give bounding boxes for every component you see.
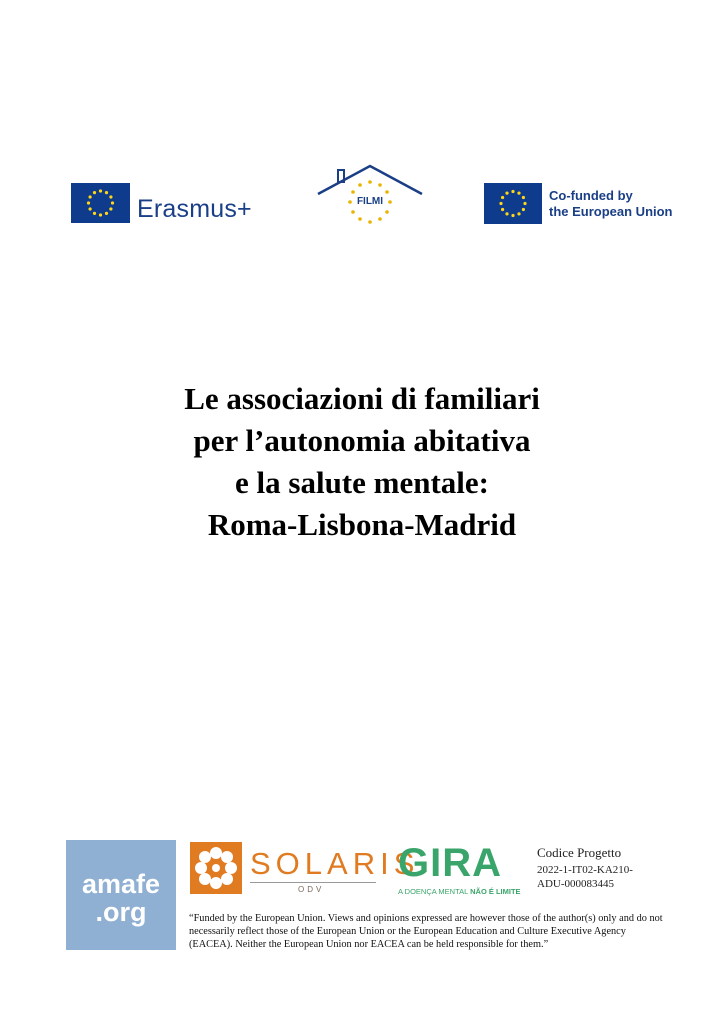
funding-disclaimer: “Funded by the European Union. Views and opinions expressed are however those of the author(s) only and do not necessarily reflect those of the European Union or the European Education and Culture Executive Agency (EACEA). Neither the European Union nor EACEA can be held responsible for them.” [189,913,663,950]
solaris-sub: ODV [298,885,325,894]
project-code-line1: 2022-1-IT02-KA210- [537,864,633,876]
gira-logo [394,842,524,898]
solaris-logo [190,842,420,898]
gira-tagline-a: A DOENÇA MENTAL [398,887,471,896]
cofunded-logo [484,183,684,227]
solaris-label: SOLARIS [250,846,420,881]
erasmus-logo [71,183,271,227]
filmi-logo [314,160,426,242]
title-line-3: e la salute mentale: [235,465,489,500]
cofunded-label [549,188,673,220]
document-title [60,378,664,546]
eu-flag-icon [71,183,130,223]
gira-tagline [398,887,521,896]
gira-label: GIRA [398,841,502,885]
cofunded-line1: Co-funded by [549,188,633,203]
project-code-line2: ADU-000083445 [537,878,614,890]
eu-flag-icon [484,183,542,224]
filmi-label: FILMI [356,196,384,207]
title-line-2: per l’autonomia abitativa [193,423,531,458]
flower-icon [190,842,242,894]
title-line-1: Le associazioni di familiari [184,381,540,416]
amafe-logo [66,840,176,950]
project-code-heading: Codice Progetto [537,845,622,860]
project-code [537,845,677,891]
title-line-4: Roma-Lisbona-Madrid [207,507,517,542]
solaris-divider [250,882,376,883]
cofunded-line2: the European Union [549,204,673,219]
amafe-line1: amafe [81,869,161,899]
gira-tagline-b: NÃO É LIMITE [470,887,521,896]
amafe-line2: .org [95,897,147,927]
erasmus-label: Erasmus+ [137,195,252,223]
